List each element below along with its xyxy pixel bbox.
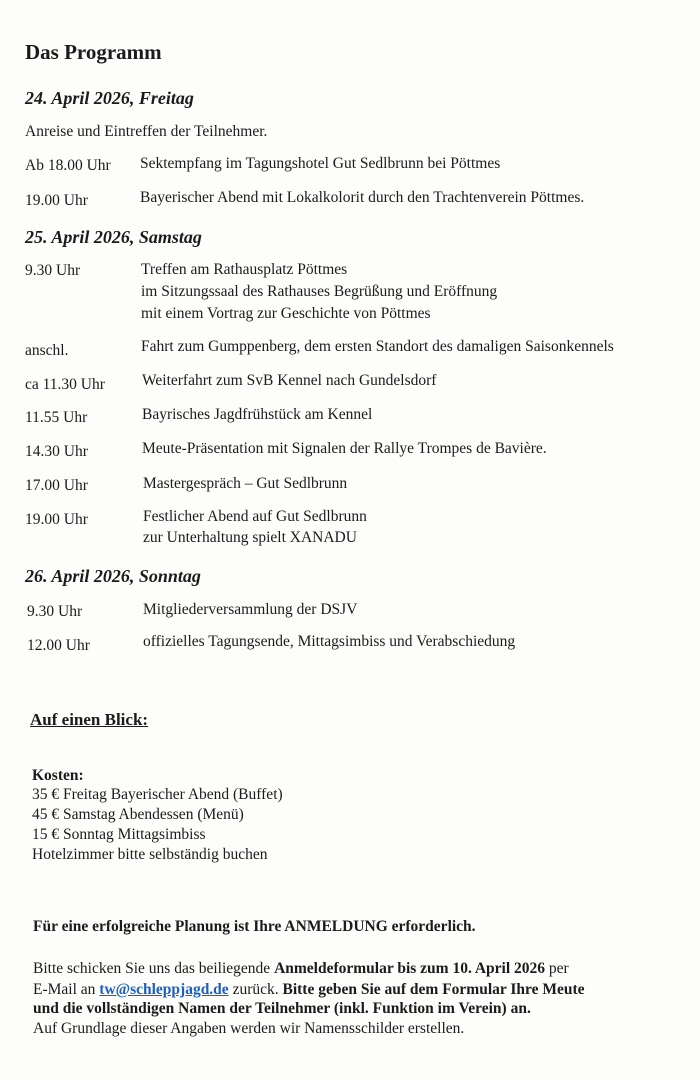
event-time: 11.55 Uhr bbox=[25, 409, 88, 426]
event-description: Weiterfahrt zum SvB Kennel nach Gundelsdorf bbox=[142, 372, 437, 389]
day-heading-friday: 24. April 2026, Freitag bbox=[25, 88, 194, 108]
registration-headline: Für eine erfolgreiche Planung ist Ihre ANMELDUNG erforderlich. bbox=[33, 918, 476, 935]
cost-item: 45 € Samstag Abendessen (Menü) bbox=[32, 806, 244, 823]
event-description: zur Unterhaltung spielt XANADU bbox=[143, 529, 357, 546]
event-description: Treffen am Rathausplatz Pöttmes bbox=[141, 261, 348, 278]
event-description: Bayrisches Jagdfrühstück am Kennel bbox=[142, 406, 373, 423]
hotel-note: Hotelzimmer bitte selbständig buchen bbox=[32, 846, 268, 863]
event-description: Festlicher Abend auf Gut Sedlbrunn bbox=[143, 508, 367, 525]
event-description: Mitgliederversammlung der DSJV bbox=[143, 601, 358, 618]
registration-paragraph-line bbox=[33, 960, 569, 978]
event-time: 9.30 Uhr bbox=[27, 603, 83, 620]
event-time: 17.00 Uhr bbox=[25, 477, 88, 494]
text-span: per bbox=[545, 960, 569, 977]
day-heading-saturday: 25. April 2026, Samstag bbox=[25, 227, 202, 247]
email-link[interactable]: tw@schleppjagd.de bbox=[99, 981, 229, 998]
glance-heading: Auf einen Blick: bbox=[30, 710, 149, 729]
day-heading-sunday: 26. April 2026, Sonntag bbox=[25, 566, 201, 586]
cost-item: 35 € Freitag Bayerischer Abend (Buffet) bbox=[32, 786, 283, 803]
registration-paragraph-line: und die vollständigen Namen der Teilnehmer (inkl. Funktion im Verein) an. bbox=[33, 1000, 531, 1017]
page-title: Das Programm bbox=[25, 40, 162, 64]
event-time: 9.30 Uhr bbox=[25, 262, 81, 279]
text-span: Bitte geben Sie auf dem Formular Ihre Meute bbox=[282, 981, 585, 998]
text-span: zurück. bbox=[228, 981, 283, 998]
event-time: 14.30 Uhr bbox=[25, 443, 88, 460]
costs-label: Kosten: bbox=[32, 767, 84, 784]
text-span: E-Mail an bbox=[33, 981, 100, 998]
event-description: Mastergespräch – Gut Sedlbrunn bbox=[143, 475, 348, 492]
cost-item: 15 € Sonntag Mittagsimbiss bbox=[32, 826, 206, 843]
event-description: im Sitzungssaal des Rathauses Begrüßung und Eröffnung bbox=[141, 283, 498, 300]
event-description: Sektempfang im Tagungshotel Gut Sedlbrunn bei Pöttmes bbox=[140, 155, 501, 172]
event-time: 19.00 Uhr bbox=[25, 192, 88, 209]
form-deadline: Anmeldeformular bis zum 10. April 2026 bbox=[274, 960, 546, 977]
event-description: offizielles Tagungsende, Mittagsimbiss und Verabschiedung bbox=[143, 633, 516, 650]
arrival-text: Anreise und Eintreffen der Teilnehmer. bbox=[25, 123, 268, 140]
event-time: anschl. bbox=[25, 342, 69, 359]
event-description: Fahrt zum Gumppenberg, dem ersten Standort des damaligen Saisonkennels bbox=[141, 338, 614, 355]
event-description: Bayerischer Abend mit Lokalkolorit durch den Trachtenverein Pöttmes. bbox=[140, 189, 585, 206]
event-time: 12.00 Uhr bbox=[27, 637, 90, 654]
text-span: Bitte schicken Sie uns das beiliegende bbox=[33, 960, 275, 977]
event-description: Meute-Präsentation mit Signalen der Rallye Trompes de Bavière. bbox=[142, 440, 547, 457]
registration-paragraph-line bbox=[33, 981, 585, 999]
event-time: 19.00 Uhr bbox=[25, 511, 88, 528]
event-description: mit einem Vortrag zur Geschichte von Pöttmes bbox=[141, 305, 431, 322]
event-time: Ab 18.00 Uhr bbox=[25, 157, 111, 174]
registration-paragraph-line: Auf Grundlage dieser Angaben werden wir Namensschilder erstellen. bbox=[33, 1020, 465, 1037]
event-time: ca 11.30 Uhr bbox=[25, 376, 105, 393]
